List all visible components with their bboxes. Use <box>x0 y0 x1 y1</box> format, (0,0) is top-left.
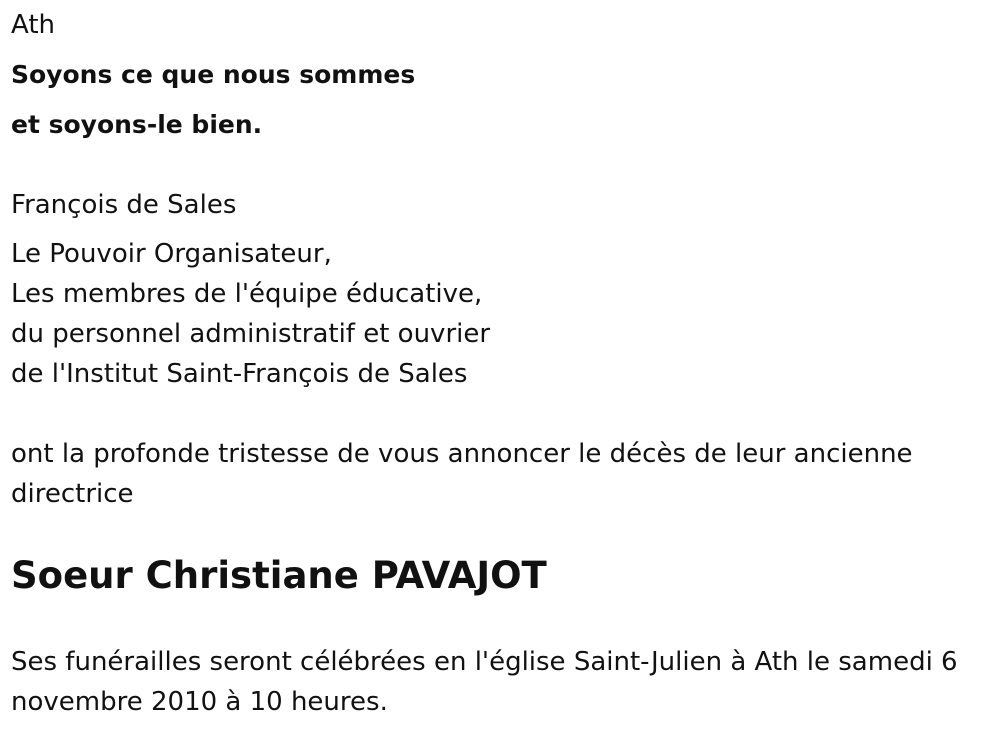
organizer-line: du personnel administratif et ouvrier <box>11 319 491 349</box>
quote-line-2: et soyons-le bien. <box>11 110 263 139</box>
organizer-line: Les membres de l'équipe éducative, <box>11 279 483 309</box>
quote-line-1: Soyons ce que nous sommes <box>11 60 416 89</box>
organizer-line: Le Pouvoir Organisateur, <box>11 239 332 269</box>
deceased-name: Soeur Christiane PAVAJOT <box>11 554 547 597</box>
location-text: Ath <box>11 10 56 40</box>
funeral-details: Ses funérailles seront célébrées en l'église Saint-Julien à Ath le samedi 6 novembre 2010 à 10 heures. <box>11 647 958 717</box>
announcement-text: ont la profonde tristesse de vous annoncer le décès de leur ancienne directrice <box>11 439 913 509</box>
quote-author: François de Sales <box>11 190 237 220</box>
organizer-line: de l'Institut Saint-François de Sales <box>11 359 468 389</box>
organizers-block <box>11 234 490 394</box>
